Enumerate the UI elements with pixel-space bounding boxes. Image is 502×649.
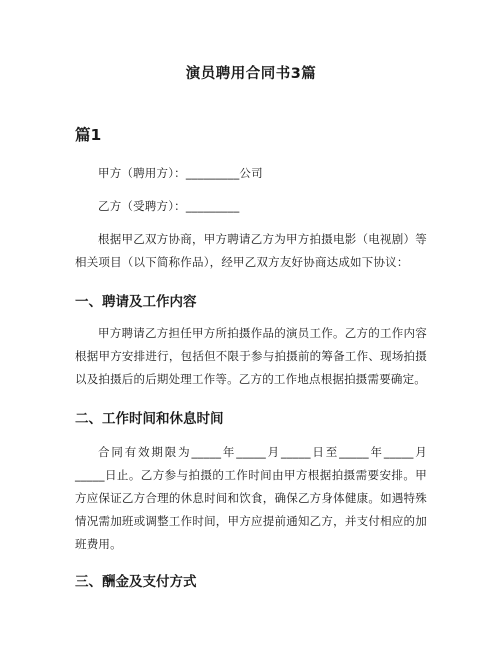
document-title: 演员聘用合同书3篇 bbox=[185, 66, 317, 82]
party-a-line: 甲方（聘用方）：_________公司 bbox=[98, 166, 263, 180]
intro-paragraph: 根据甲乙双方协商，甲方聘请乙方为甲方拍摄电影（电视剧）等相关项目（以下简称作品），经甲乙双方友好协商达成如下协议： bbox=[75, 232, 427, 269]
section-heading-working-hours: 二、工作时间和休息时间 bbox=[75, 411, 224, 427]
section-heading-remuneration: 三、酬金及支付方式 bbox=[75, 574, 197, 590]
section-heading-employment: 一、聘请及工作内容 bbox=[75, 294, 197, 310]
section-body-employment: 甲方聘请乙方担任甲方所拍摄作品的演员工作。乙方的工作内容根据甲方安排进行，包括但不限于参与拍摄前的筹备工作、现场拍摄以及拍摄后的后期处理工作等。乙方的工作地点根据拍摄需要确定。 bbox=[75, 326, 427, 386]
part-heading: 篇1 bbox=[75, 126, 102, 144]
party-b-line: 乙方（受聘方）：_________ bbox=[98, 199, 240, 213]
section-body-working-hours: 合同有效期限为_____年_____月_____日至_____年_____月_____日止。乙方参与拍摄的工作时间由甲方根据拍摄需要安排。甲方应保证乙方合理的休息时间和饮食，确保乙方身体健康。如遇特殊情况需加班或调整工作时间，甲方应提前通知乙方，并支付相应的加班费用。 bbox=[75, 445, 427, 551]
